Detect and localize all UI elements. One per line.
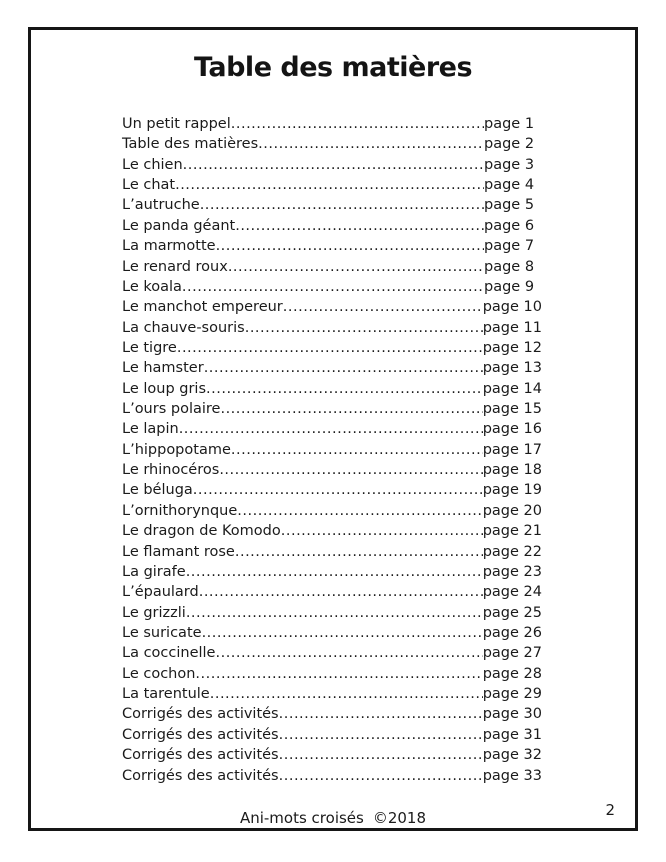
toc-entry-label: L’hippopotame: [122, 441, 231, 458]
toc-entry-label: L’épaulard: [122, 584, 199, 601]
toc-entry-label: Un petit rappel: [122, 116, 231, 132]
toc-entry: [122, 480, 542, 500]
dot-leader: [279, 725, 483, 745]
toc-entry-label: Le renard roux: [122, 258, 228, 275]
toc-entry-page: page 20: [482, 502, 542, 519]
toc-entry-page: page 8: [484, 258, 535, 275]
toc-entry-label: La coccinelle: [122, 645, 216, 662]
page-footer: [31, 809, 635, 827]
dot-leader: [200, 195, 484, 215]
dot-leader: [195, 664, 482, 684]
toc-entry: [122, 419, 542, 439]
toc-entry-label: L’autruche: [122, 197, 200, 214]
toc-entry-label: Corrigés des activités: [122, 726, 279, 743]
table-of-contents: [122, 114, 542, 786]
toc-entry-label: Le rhinocéros: [122, 462, 220, 479]
dot-leader: [215, 643, 482, 663]
toc-entry: [122, 440, 542, 460]
toc-entry-page: page 5: [484, 197, 535, 214]
toc-entry: [122, 379, 542, 399]
toc-entry-label: La tarentule: [122, 686, 210, 703]
dot-leader: [279, 745, 483, 765]
dot-leader: [228, 257, 484, 277]
toc-entry-page: page 13: [482, 360, 542, 377]
dot-leader: [231, 114, 484, 134]
toc-entry: [122, 297, 542, 317]
toc-entry-page: page 23: [482, 563, 542, 580]
toc-entry: [122, 257, 542, 277]
toc-entry: [122, 236, 542, 256]
toc-entry-label: Le béluga: [122, 482, 193, 499]
toc-entry-page: page 24: [482, 584, 542, 601]
toc-entry: [122, 745, 542, 765]
toc-entry-label: Corrigés des activités: [122, 747, 279, 764]
dot-leader: [219, 460, 482, 480]
toc-entry-page: page 7: [484, 238, 535, 255]
dot-leader: [279, 704, 483, 724]
toc-entry-page: page 10: [482, 299, 542, 316]
toc-entry-page: page 29: [482, 686, 542, 703]
dot-leader: [231, 440, 483, 460]
toc-entry-label: Le koala: [122, 278, 182, 295]
toc-entry-page: page 4: [484, 177, 535, 194]
toc-entry-label: La marmotte: [122, 238, 216, 255]
dot-leader: [177, 338, 483, 358]
toc-entry-label: Le tigre: [122, 339, 177, 356]
toc-entry-label: Table des matières: [122, 136, 259, 153]
dot-leader: [235, 542, 483, 562]
toc-entry: [122, 318, 542, 338]
toc-entry: [122, 358, 542, 378]
toc-entry-label: Le panda géant: [122, 217, 236, 234]
toc-entry-page: page 31: [482, 726, 542, 743]
dot-leader: [199, 582, 483, 602]
toc-entry-label: La girafe: [122, 563, 186, 580]
toc-entry: [122, 582, 542, 602]
toc-entry: [122, 562, 542, 582]
toc-entry-page: page 12: [482, 339, 542, 356]
toc-entry-label: Le grizzli: [122, 604, 186, 621]
toc-entry-label: La chauve-souris: [122, 319, 245, 336]
dot-leader: [204, 358, 483, 378]
toc-entry: [122, 134, 542, 154]
dot-leader: [175, 175, 484, 195]
toc-entry: [122, 542, 542, 562]
toc-entry-page: page 18: [482, 462, 542, 479]
toc-entry: [122, 216, 542, 236]
dot-leader: [202, 623, 483, 643]
page-title: Table des matières: [193, 52, 473, 83]
toc-entry: [122, 195, 542, 215]
dot-leader: [193, 480, 483, 500]
toc-entry-page: page 14: [482, 380, 542, 397]
toc-entry-label: L’ornithorynque: [122, 502, 238, 519]
dot-leader: [186, 562, 483, 582]
toc-entry: [122, 277, 542, 297]
toc-entry-page: page 2: [484, 136, 535, 153]
toc-entry-page: page 26: [482, 624, 542, 641]
toc-entry-page: page 17: [482, 441, 542, 458]
toc-entry-page: page 32: [482, 747, 542, 764]
toc-entry: [122, 175, 542, 195]
toc-entry-page: page 22: [482, 543, 542, 560]
dot-leader: [183, 155, 484, 175]
toc-entry-label: Le hamster: [122, 360, 204, 377]
toc-entry-label: Le manchot empereur: [122, 299, 283, 316]
dot-leader: [182, 277, 484, 297]
dot-leader: [245, 318, 483, 338]
toc-entry: [122, 155, 542, 175]
toc-entry: [122, 704, 542, 724]
toc-entry-page: page 6: [484, 217, 535, 234]
toc-entry-label: Corrigés des activités: [122, 706, 279, 723]
toc-entry: [122, 399, 542, 419]
toc-entry-page: page 19: [482, 482, 542, 499]
toc-entry-page: page 15: [482, 401, 542, 418]
toc-entry-label: Le cochon: [122, 665, 196, 682]
dot-leader: [283, 297, 483, 317]
toc-entry: [122, 460, 542, 480]
toc-entry-label: Le suricate: [122, 624, 202, 641]
page-border-frame: [28, 27, 638, 831]
dot-leader: [186, 603, 483, 623]
toc-entry: [122, 664, 542, 684]
toc-entry-page: page 3: [484, 156, 535, 173]
dot-leader: [216, 236, 484, 256]
footer-credit: Ani-mots croisés: [239, 809, 364, 827]
dot-leader: [279, 766, 483, 786]
toc-entry-label: Le chien: [122, 156, 183, 173]
toc-entry-label: Le dragon de Komodo: [122, 523, 281, 540]
toc-entry-page: page 11: [482, 319, 542, 336]
dot-leader: [235, 216, 484, 236]
dot-leader: [220, 399, 482, 419]
toc-entry-label: Le loup gris: [122, 380, 207, 397]
toc-entry: [122, 643, 542, 663]
footer-copyright: ©2018: [372, 809, 427, 827]
toc-entry: [122, 603, 542, 623]
dot-leader: [258, 134, 484, 154]
toc-entry-page: page 30: [482, 706, 542, 723]
dot-leader: [210, 684, 483, 704]
toc-entry-label: L’ours polaire: [122, 401, 221, 418]
page-number: 2: [605, 801, 615, 819]
toc-entry: [122, 684, 542, 704]
toc-entry: [122, 338, 542, 358]
dot-leader: [206, 379, 483, 399]
dot-leader: [179, 419, 483, 439]
toc-entry: [122, 766, 542, 786]
dot-leader: [237, 501, 482, 521]
toc-entry-page: page 33: [482, 767, 542, 784]
toc-entry-label: Le flamant rose: [122, 543, 235, 560]
toc-entry-page: page 21: [482, 523, 542, 540]
dot-leader: [281, 521, 483, 541]
toc-entry-page: page 16: [482, 421, 542, 438]
toc-entry: [122, 725, 542, 745]
toc-entry: [122, 623, 542, 643]
toc-entry-label: Le lapin: [122, 421, 179, 438]
toc-entry-label: Corrigés des activités: [122, 767, 279, 784]
toc-entry-page: page 9: [484, 278, 535, 295]
toc-entry: [122, 501, 542, 521]
toc-entry: [122, 114, 542, 134]
toc-entry: [122, 521, 542, 541]
toc-entry-page: page 1: [484, 116, 535, 132]
toc-entry-label: Le chat: [122, 177, 176, 194]
toc-entry-page: page 25: [482, 604, 542, 621]
toc-entry-page: page 28: [482, 665, 542, 682]
toc-entry-page: page 27: [482, 645, 542, 662]
